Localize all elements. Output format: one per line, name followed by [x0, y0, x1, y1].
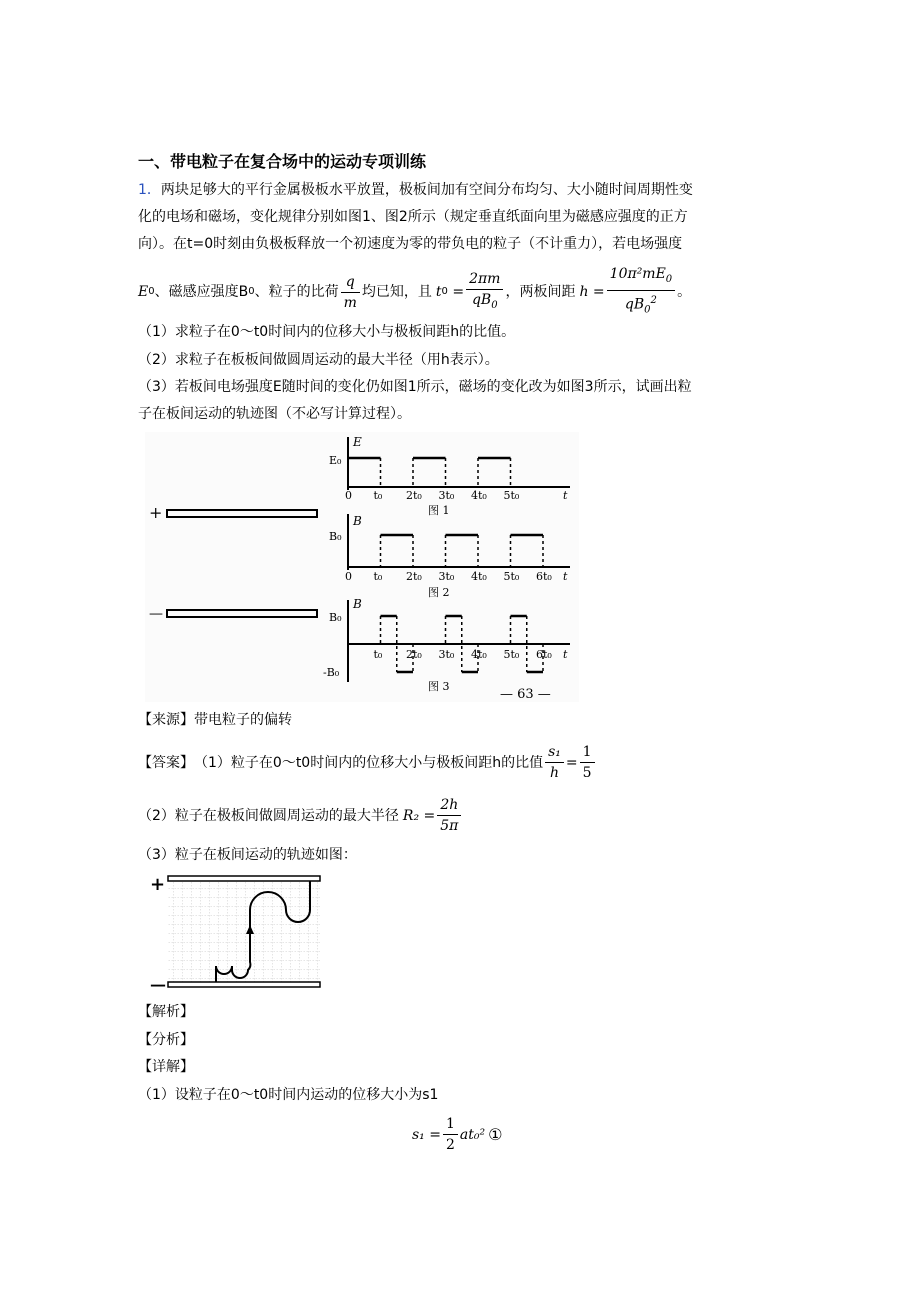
sub-0: 0 — [665, 273, 673, 285]
h-lhs: h = — [579, 284, 605, 301]
frac-den: 5π — [440, 818, 459, 834]
grid-background — [168, 882, 320, 982]
answer-line-1 — [138, 742, 597, 783]
r2-lhs: R₂ = — [402, 807, 436, 824]
fig1-caption: 图 1 — [428, 504, 450, 517]
tick-label: 2t₀ — [406, 570, 422, 583]
line4-f: 。 — [677, 284, 692, 301]
frac-den: 5 — [582, 765, 592, 781]
eq-rhs: at₀² — [459, 1126, 486, 1143]
e-symbol: E — [138, 284, 149, 301]
tick-label: t₀ — [373, 648, 383, 661]
fig1-origin: 0 — [345, 489, 352, 502]
half-fraction — [443, 1114, 458, 1155]
tick-label: 3t₀ — [438, 570, 455, 583]
frac-num: 2h — [437, 795, 461, 816]
fig3-caption: 图 3 — [428, 680, 450, 693]
frac-num: q — [341, 272, 360, 293]
tick-label: 5t₀ — [503, 570, 520, 583]
question-3-line-2: 子在板间运动的轨迹图（不必写计算过程）。 — [138, 406, 411, 422]
fig2-b0-label: B₀ — [329, 530, 342, 543]
equation-1 — [412, 1114, 502, 1155]
sub-0: 0 — [148, 286, 155, 298]
answer-1-text: （1）粒子在0～t0时间内的位移大小与极板间距h的比值 — [194, 754, 544, 771]
fig2-axis-label: B — [353, 514, 362, 528]
frac-den-text: qB — [471, 291, 492, 308]
frac-num: 2πm — [466, 269, 503, 290]
tick-label: 4t₀ — [471, 648, 487, 661]
fig2-origin: 0 — [345, 570, 352, 583]
line4-c: 、粒子的比荷 — [254, 284, 339, 301]
question-1: （1）求粒子在0～t0时间内的位移大小与极板间距h的比值。 — [138, 324, 516, 340]
equals: = — [565, 754, 578, 771]
t0-lhs: t — [435, 284, 442, 301]
problem-line-2: 化的电场和磁场，变化规律分别如图1、图2所示（规定垂直纸面向里为磁感应强度的正方 — [138, 209, 688, 225]
step-1: （1）设粒子在0～t0时间内运动的位移大小为s1 — [138, 1087, 439, 1103]
fenxi-label: 【分析】 — [138, 1032, 194, 1048]
frac-den: h — [549, 765, 559, 781]
tick-label: 3t₀ — [438, 648, 455, 661]
answer-line-3: （3）粒子在板间运动的轨迹如图： — [138, 847, 357, 863]
ratio-fraction — [545, 742, 564, 783]
fig1-axis-label: E — [353, 435, 362, 449]
tick-label: 4t₀ — [471, 570, 487, 583]
answer-2-text: （2）粒子在极板间做圆周运动的最大半径 — [138, 807, 399, 824]
frac-num: s₁ — [545, 742, 564, 763]
detail-label: 【详解】 — [138, 1059, 194, 1075]
question-2: （2）求粒子在板板间做圆周运动的最大半径（用h表示）。 — [138, 352, 499, 368]
frac-num-text: 10π²mE — [609, 266, 666, 282]
q-over-m-fraction — [341, 272, 360, 313]
section-title: 一、带电粒子在复合场中的运动专项训练 — [138, 152, 427, 171]
trajectory-diagram — [146, 870, 326, 994]
tick-label: 2t₀ — [406, 489, 422, 502]
equation-number: ① — [488, 1124, 503, 1144]
analysis-label: 【解析】 — [138, 1004, 194, 1020]
frac-den-text: qB — [624, 296, 645, 313]
field-diagram — [145, 432, 579, 702]
top-plate — [168, 876, 320, 881]
fig3-b0-label: B₀ — [329, 611, 342, 624]
sub-0: 0 — [491, 299, 498, 311]
value-fraction — [580, 742, 595, 783]
sub-0: 0 — [441, 286, 448, 298]
line4-d: 均已知，且 — [361, 284, 432, 301]
problem-line-4: E 0 、磁感应强度B 0 、粒子的比荷 $\frac{q}{m}$ 均已知，且 t 0 = $\frac{2\pi m}{qB_0}$ ，两板间距 h = $\frac{10\pi^2mE_0}{qB_0^2}$ 。 — [138, 264, 691, 320]
tick-label: 5t₀ — [503, 489, 520, 502]
tick-label: 6t₀ — [536, 570, 552, 583]
tick-label: 4t₀ — [471, 489, 487, 502]
tick-label: 2t₀ — [406, 648, 422, 661]
eq-lhs: s₁ = — [412, 1126, 441, 1143]
page-mark: — 63 — — [500, 687, 551, 702]
sub-0: 0 — [644, 304, 651, 316]
answer-line-2 — [138, 795, 463, 836]
fig1-e0-label: E₀ — [329, 454, 342, 467]
source-line: 【来源】带电粒子的偏转 — [138, 712, 292, 728]
frac-den — [466, 290, 503, 316]
frac-den: 2 — [445, 1137, 455, 1153]
fig3-t-label: t — [563, 648, 568, 661]
sub-0: 0 — [248, 286, 255, 298]
fig2-t-label: t — [563, 570, 568, 583]
frac-num — [607, 264, 676, 291]
tick-label: 6t₀ — [536, 648, 552, 661]
radius-fraction — [437, 795, 461, 836]
answer-label: 【答案】 — [138, 754, 194, 771]
fig3-negb0-label: -B₀ — [323, 666, 340, 679]
question-3-line-1: （3）若板间电场强度E随时间的变化仍如图1所示，磁场的变化改为如图3所示，试画出粒 — [138, 379, 692, 395]
tick-label: 3t₀ — [438, 489, 455, 502]
frac-den: $qB_0^2$ — [624, 294, 657, 316]
frac-num: 1 — [443, 1114, 458, 1135]
minus-sign: — — [149, 606, 163, 622]
line4-b: 、磁感应强度B — [154, 284, 249, 301]
problem-text-1: 两块足够大的平行金属极板水平放置，极板间加有空间分布均匀、大小随时间周期性变 — [160, 182, 693, 198]
h-fraction — [607, 264, 676, 320]
t0-fraction — [466, 269, 503, 316]
bottom-plate — [168, 982, 320, 987]
problem-line-1 — [138, 181, 693, 199]
problem-number: 1． — [138, 182, 161, 198]
tick-label: t₀ — [373, 570, 383, 583]
tick-label: t₀ — [373, 489, 383, 502]
plus-sign: + — [149, 503, 163, 522]
fig2-caption: 图 2 — [428, 586, 450, 599]
plus-sign: + — [150, 874, 166, 895]
problem-line-3: 向）。在t=0时刻由负极板释放一个初速度为零的带负电的粒子（不计重力），若电场强度 — [138, 236, 683, 252]
minus-sign: — — [150, 975, 166, 994]
frac-den: m — [343, 294, 357, 311]
fig1-t-label: t — [563, 489, 568, 502]
line4-e: ，两板间距 — [505, 284, 576, 301]
fig3-axis-label: B — [353, 597, 362, 611]
tick-label: 5t₀ — [503, 648, 520, 661]
frac-num: 1 — [580, 742, 595, 763]
